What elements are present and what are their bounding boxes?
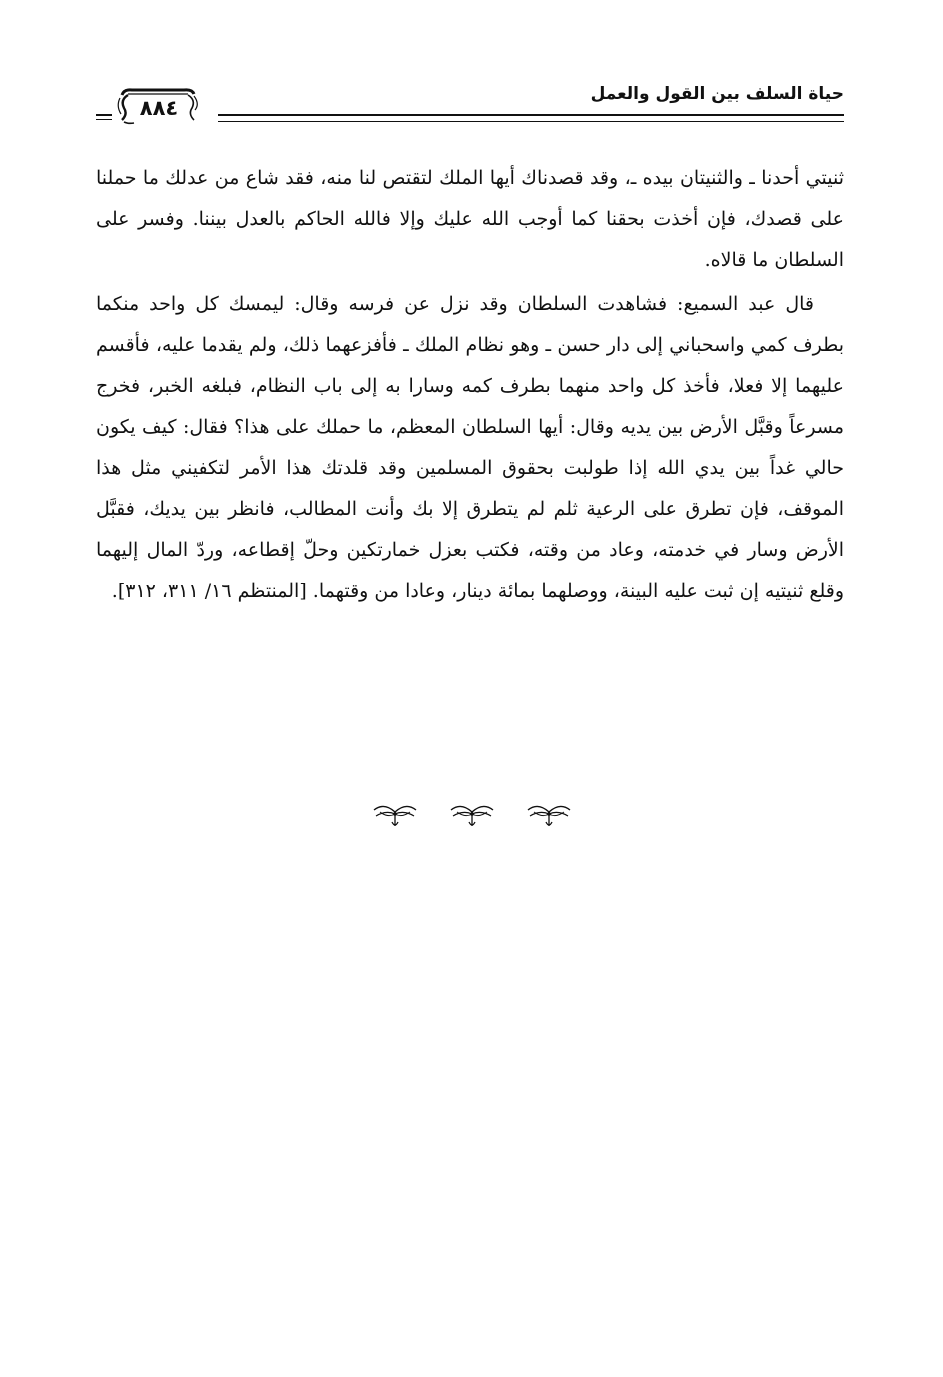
floral-ornament-icon bbox=[449, 800, 495, 830]
floral-ornament-icon bbox=[372, 800, 418, 830]
left-rule-top bbox=[96, 114, 112, 116]
section-end-ornaments bbox=[372, 798, 572, 832]
running-title: حياة السلف بين القول والعمل bbox=[590, 84, 844, 104]
page-header bbox=[96, 80, 844, 126]
page-number: ٨٨٤ bbox=[139, 96, 179, 120]
paragraph-1: ثنيتي أحدنا ـ والثنيتان بيده ـ، وقد قصدناك أيها الملك لتقتص لنا منه، فقد شاع من عدلك ما حملنا على قصدك، فإن أخذت بحقنا كما أوجب الله عليك وإلا فالله الحاكم بالعدل بيننا. وفسر على السلطان ما قالاه. bbox=[96, 167, 844, 271]
floral-ornament-icon bbox=[526, 800, 572, 830]
left-rule-bottom bbox=[96, 119, 112, 120]
paragraph-2: قال عبد السميع: فشاهدت السلطان وقد نزل عن فرسه وقال: ليمسك كل واحد منكما بطرف كمي واسحباني إلى دار حسن ـ وهو نظام الملك ـ فأفزعهما ذلك، ولم يقدما عليه، فأقسم عليهما إلا فعلا، فأخذ كل واحد منهما بطرف كمه وسارا به إلى باب النظام، فبلغه الخبر، فخرج مسرعاً وقبَّل الأرض بين يديه وقال: أيها السلطان المعظم، ما حملك على هذا؟ فقال: كيف يكون حالي غداً بين يدي الله إذا طولبت بحقوق المسلمين وقد قلدتك هذا الأمر لتكفيني مثل هذا الموقف، فإن تطرق على الرعية ثلم لم يتطرق إلا بك وأنت المطالب، فانظر بين يديك، فقبَّل الأرض وسار في خدمته، وعاد من وقته، فكتب بعزل خمارتكين وحلّ إقطاعه، وردّ المال إليهما وقلع ثنيتيه إن ثبت عليه البينة، ووصلهما بمائة دينار، وعادا من وقتهما. [المنتظم ١٦/ ٣١١، ٣١٢]. bbox=[96, 293, 844, 602]
header-rule bbox=[218, 114, 844, 122]
body-text bbox=[96, 158, 844, 612]
page-number-frame bbox=[114, 86, 200, 124]
